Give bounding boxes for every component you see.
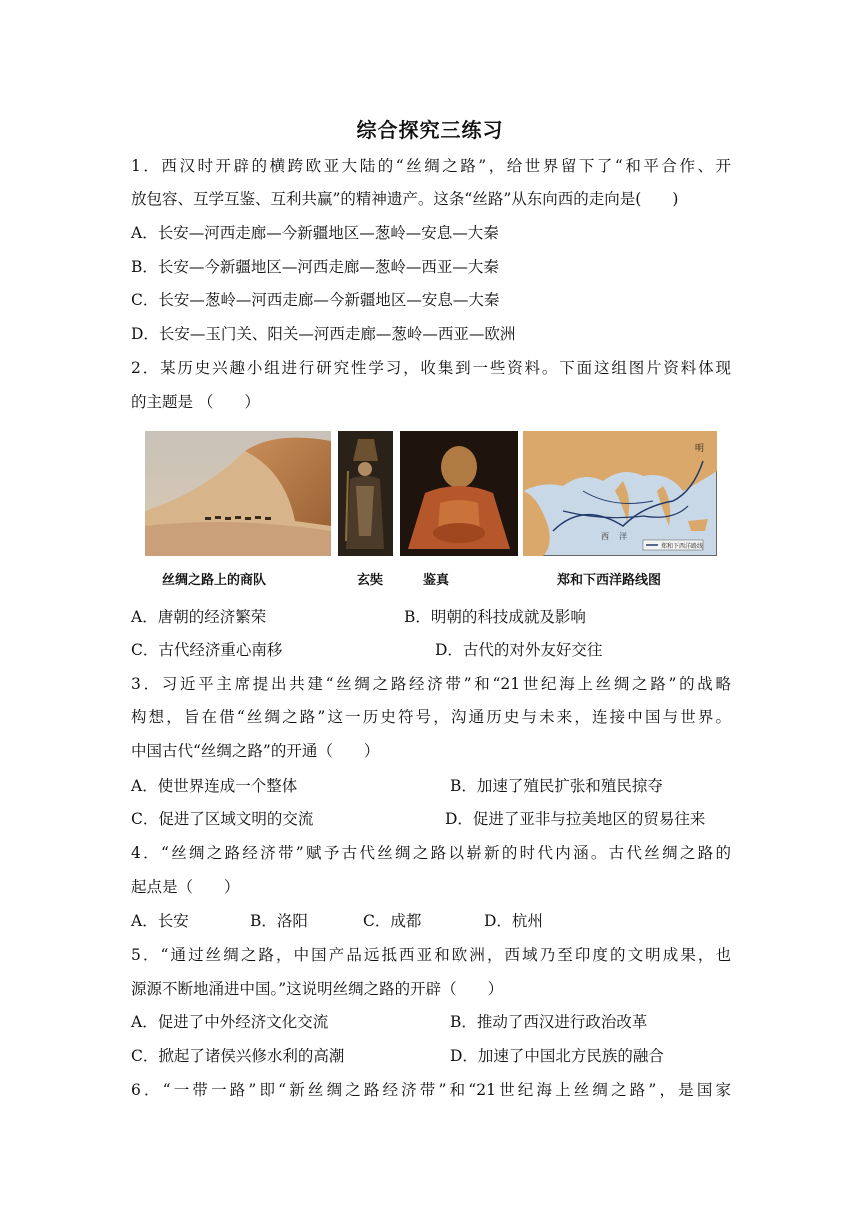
q2-stem-line2: 的主题是 （ ）: [131, 393, 260, 411]
q4-option-b: B．洛阳: [250, 912, 308, 930]
q2-option-c: C．古代经济重心南移: [131, 641, 283, 659]
q1-option-d: D．长安—玉门关、阳关—河西走廊—葱岭—西亚—欧洲: [131, 325, 516, 343]
q4-option-d: D．杭州: [484, 912, 543, 930]
q3-stem-line2: 构想，旨在借“丝绸之路”这一历史符号，沟通历史与未来，连接中国与世界。: [131, 708, 731, 726]
q2-option-a: A．唐朝的经济繁荣: [131, 608, 267, 626]
page-title: 综合探究三练习: [356, 118, 504, 142]
q4-stem-line2: 起点是（ ）: [131, 878, 240, 896]
q1-option-b: B．长安—今新疆地区—河西走廊—葱岭—西亚—大秦: [131, 258, 499, 276]
map-label-yang: 洋: [619, 532, 627, 541]
map-label-xi: 西: [601, 532, 609, 541]
q1-stem-line2: 放包容、互学互鉴、互利共赢”的精神遗产。这条“丝路”从东向西的走向是( ): [131, 190, 679, 208]
q5-stem-line2: 源源不断地涌进中国。”这说明丝绸之路的开辟（ ）: [131, 980, 504, 998]
q5-option-c: C．掀起了诸侯兴修水利的高潮: [131, 1047, 345, 1065]
q4-stem-line1: 4．“丝绸之路经济带”赋予古代丝绸之路以崭新的时代内涵。古代丝绸之路的: [131, 844, 731, 862]
q5-option-b: B．推动了西汉进行政治改革: [450, 1013, 648, 1031]
q1-stem-line1: 1．西汉时开辟的横跨欧亚大陆的“丝绸之路”，给世界留下了“和平合作、开: [131, 157, 731, 175]
zheng-he-route-map-image: [523, 431, 717, 556]
map-label-ming: 明: [695, 444, 705, 454]
caption-caravan: 丝绸之路上的商队: [162, 573, 267, 588]
q2-stem-line1: 2．某历史兴趣小组进行研究性学习，收集到一些资料。下面这组图片资料体现: [131, 359, 731, 377]
q2-option-d: D．古代的对外友好交往: [435, 641, 603, 659]
q3-option-a: A．使世界连成一个整体: [131, 777, 298, 795]
xuanzang-image: [338, 431, 393, 556]
silk-road-caravan-image: [145, 431, 331, 556]
q1-option-c: C．长安—葱岭—河西走廊—今新疆地区—安息—大秦: [131, 291, 500, 309]
q5-stem-line1: 5．“通过丝绸之路，中国产品远抵西亚和欧洲，西域乃至印度的文明成果，也: [131, 946, 731, 964]
q4-option-c: C．成都: [363, 912, 422, 930]
q5-option-d: D．加速了中国北方民族的融合: [450, 1047, 664, 1065]
caption-xuanzang: 玄奘: [357, 573, 384, 588]
map-legend-text: 郑和下西洋路线: [661, 543, 704, 550]
q5-option-a: A．促进了中外经济文化交流: [131, 1013, 329, 1031]
jianzhen-image: [400, 431, 518, 556]
q4-option-a: A．长安: [131, 912, 189, 930]
q1-option-a: A．长安—河西走廊—今新疆地区—葱岭—安息—大秦: [131, 224, 499, 242]
q3-option-d: D．促进了亚非与拉美地区的贸易往来: [445, 810, 706, 828]
q3-stem-line1: 3．习近平主席提出共建“丝绸之路经济带”和“21世纪海上丝绸之路”的战略: [131, 675, 731, 693]
caption-jianzhen: 鉴真: [423, 573, 450, 588]
q3-option-c: C．促进了区域文明的交流: [131, 810, 314, 828]
q2-image-strip: [145, 431, 717, 556]
caption-zheng-he-map: 郑和下西洋路线图: [557, 573, 662, 588]
q3-option-b: B．加速了殖民扩张和殖民掠夺: [450, 777, 663, 795]
q2-option-b: B．明朝的科技成就及影响: [404, 608, 586, 626]
q6-stem-line1: 6．“一带一路”即“新丝绸之路经济带”和“21世纪海上丝绸之路”，是国家: [131, 1081, 731, 1099]
q3-stem-line3: 中国古代“丝绸之路”的开通（ ）: [131, 742, 380, 760]
